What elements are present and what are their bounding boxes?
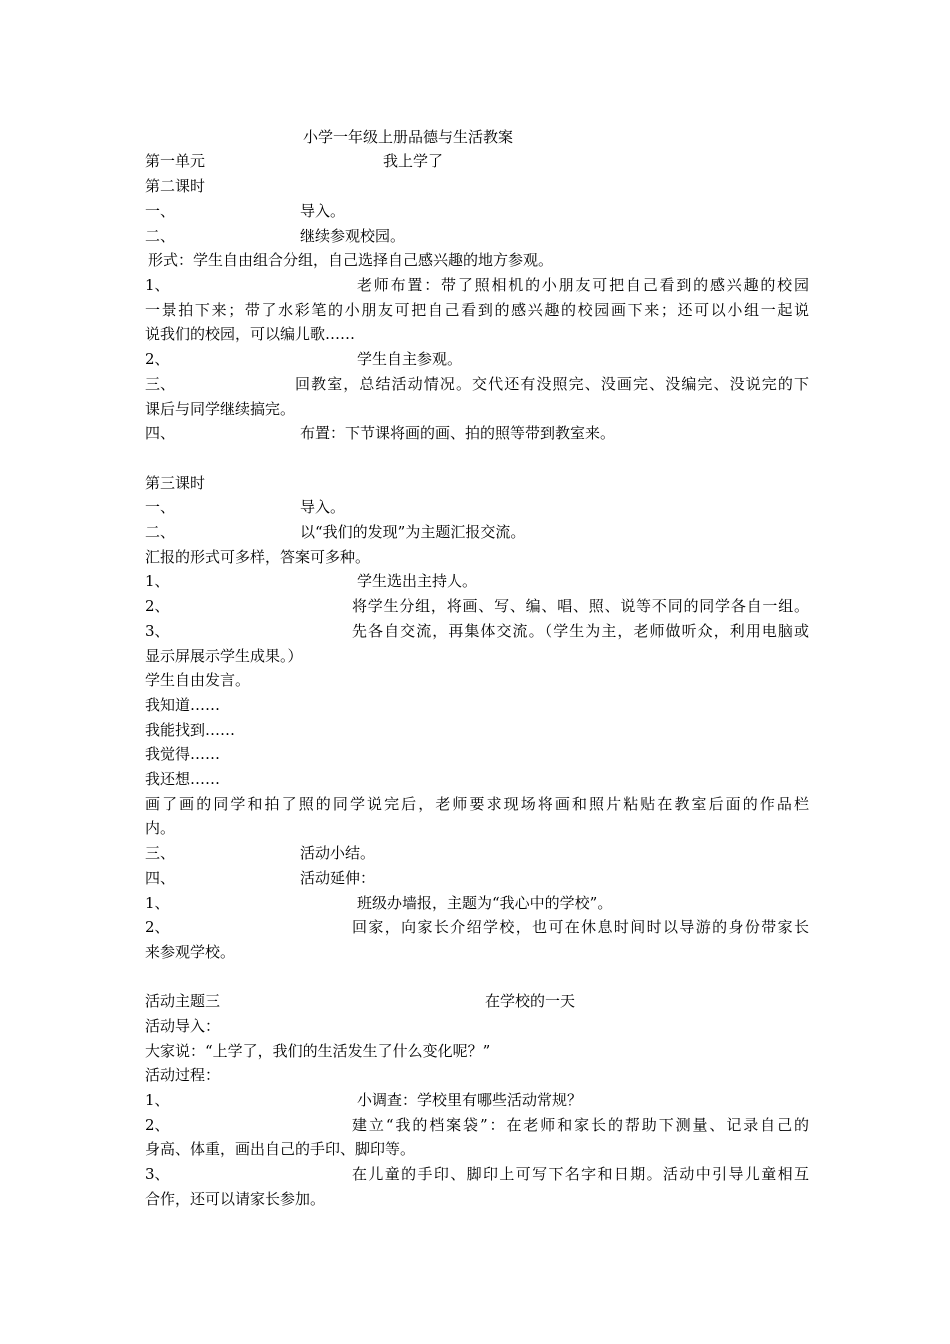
item-number: 1、 bbox=[145, 1091, 170, 1109]
lesson3-item3 bbox=[145, 619, 809, 644]
lesson3-extend2 bbox=[145, 915, 809, 940]
lesson3-step3 bbox=[145, 841, 809, 866]
item-text: 回家，向家长介绍学校，也可在休息时间时以导游的身份带家长 bbox=[352, 918, 809, 936]
lesson2-step4 bbox=[145, 421, 809, 446]
lesson3-extend1 bbox=[145, 891, 809, 916]
step-text: 导入。 bbox=[300, 202, 346, 220]
step-number: 四、 bbox=[145, 424, 176, 442]
item-number: 2、 bbox=[145, 918, 170, 936]
step-text: 活动延伸： bbox=[300, 869, 376, 887]
lesson3-heading: 第三课时 bbox=[145, 474, 206, 492]
item-number: 1、 bbox=[145, 572, 170, 590]
theme3-activity3-cont: 合作，还可以请家长参加。 bbox=[145, 1190, 326, 1208]
doc-title: 小学一年级上册品德与生活教案 bbox=[303, 128, 514, 146]
step-number: 二、 bbox=[145, 227, 176, 245]
item-number: 3、 bbox=[145, 622, 170, 640]
lesson3-extend2-cont: 来参观学校。 bbox=[145, 943, 236, 961]
lesson3-after: 画了画的同学和拍了照的同学说完后，老师要求现场将画和照片粘贴在教室后面的作品栏 bbox=[145, 795, 809, 813]
step-number: 一、 bbox=[145, 498, 176, 516]
theme3-activity2 bbox=[145, 1113, 809, 1138]
item-text: 小调查：学校里有哪些活动常规？ bbox=[357, 1091, 583, 1109]
lesson2-item1-cont: 一景拍下来；带了水彩笔的小朋友可把自己看到的感兴趣的校园画下来；还可以小组一起说 bbox=[145, 301, 809, 319]
theme3-line bbox=[145, 989, 809, 1014]
lesson3-prompt: 我知道…… bbox=[145, 696, 221, 714]
lesson3-step4 bbox=[145, 866, 809, 891]
theme-name: 在学校的一天 bbox=[485, 992, 576, 1010]
lesson2-item1 bbox=[145, 273, 809, 298]
item-text: 学生自主参观。 bbox=[357, 350, 463, 368]
doc-title-line bbox=[145, 125, 809, 150]
lesson3-item3-cont: 显示屏展示学生成果。） bbox=[145, 647, 303, 665]
lesson2-step3-cont: 课后与同学继续搞完。 bbox=[145, 400, 296, 418]
item-number: 1、 bbox=[145, 276, 170, 294]
step-number: 四、 bbox=[145, 869, 176, 887]
lesson3-step1 bbox=[145, 495, 809, 520]
step-text: 布置：下节课将画的画、拍的照等带到教室来。 bbox=[300, 424, 616, 442]
step-number: 二、 bbox=[145, 523, 176, 541]
unit-label: 第一单元 bbox=[145, 152, 206, 170]
item-number: 3、 bbox=[145, 1165, 170, 1183]
item-text: 将学生分组，将画、写、编、唱、照、说等不同的同学各自一组。 bbox=[352, 597, 809, 615]
step-text: 以“我们的发现”为主题汇报交流。 bbox=[300, 523, 526, 541]
theme3-activity2-cont: 身高、体重，画出自己的手印、脚印等。 bbox=[145, 1140, 416, 1158]
theme3-process-label: 活动过程： bbox=[145, 1066, 221, 1084]
lesson2-form bbox=[145, 248, 809, 273]
item-number: 2、 bbox=[145, 1116, 170, 1134]
lesson3-after-cont: 内。 bbox=[145, 819, 176, 837]
lesson3-speak: 学生自由发言。 bbox=[145, 671, 251, 689]
item-number: 2、 bbox=[145, 597, 170, 615]
item-text: 在儿童的手印、脚印上可写下名字和日期。活动中引导儿童相互 bbox=[352, 1165, 809, 1183]
lesson3-prompt: 我还想…… bbox=[145, 770, 221, 788]
lesson2-step2 bbox=[145, 224, 809, 249]
form-text: 形式：学生自由组合分组，自己选择自己感兴趣的地方参观。 bbox=[148, 251, 554, 269]
item-number: 2、 bbox=[145, 350, 170, 368]
lesson2-item2 bbox=[145, 347, 809, 372]
unit-line bbox=[145, 149, 809, 174]
step-text: 活动小结。 bbox=[300, 844, 376, 862]
step-number: 三、 bbox=[145, 844, 176, 862]
theme3-activity1 bbox=[145, 1088, 809, 1113]
theme-label: 活动主题三 bbox=[145, 992, 221, 1010]
lesson3-prompt: 我觉得…… bbox=[145, 745, 221, 763]
item-text: 老师布置：带了照相机的小朋友可把自己看到的感兴趣的校园 bbox=[357, 276, 809, 294]
item-text: 学生选出主持人。 bbox=[357, 572, 478, 590]
step-number: 一、 bbox=[145, 202, 176, 220]
lesson2-step3 bbox=[145, 372, 809, 397]
lesson2-step1 bbox=[145, 199, 809, 224]
step-text: 导入。 bbox=[300, 498, 346, 516]
theme3-activity3 bbox=[145, 1162, 809, 1187]
theme3-intro: 大家说：“上学了，我们的生活发生了什么变化呢？” bbox=[145, 1042, 491, 1060]
lesson2-heading: 第二课时 bbox=[145, 177, 206, 195]
step-text: 继续参观校园。 bbox=[300, 227, 406, 245]
lesson3-step2 bbox=[145, 520, 809, 545]
item-text: 建立“我的档案袋”：在老师和家长的帮助下测量、记录自己的 bbox=[352, 1116, 809, 1134]
item-number: 1、 bbox=[145, 894, 170, 912]
lesson3-prompt: 我能找到…… bbox=[145, 721, 236, 739]
lesson3-note: 汇报的形式可多样，答案可多种。 bbox=[145, 548, 371, 566]
item-text: 先各自交流，再集体交流。（学生为主，老师做听众，利用电脑或 bbox=[352, 622, 809, 640]
item-text: 班级办墙报，主题为“我心中的学校”。 bbox=[357, 894, 613, 912]
unit-name: 我上学了 bbox=[383, 152, 444, 170]
step-text: 回教室，总结活动情况。交代还有没照完、没画完、没编完、没说完的下 bbox=[295, 375, 809, 393]
theme3-intro-label: 活动导入： bbox=[145, 1017, 221, 1035]
lesson3-item2 bbox=[145, 594, 809, 619]
lesson3-item1 bbox=[145, 569, 809, 594]
step-number: 三、 bbox=[145, 375, 176, 393]
lesson2-item1-cont2: 说我们的校园，可以编儿歌…… bbox=[145, 325, 356, 343]
